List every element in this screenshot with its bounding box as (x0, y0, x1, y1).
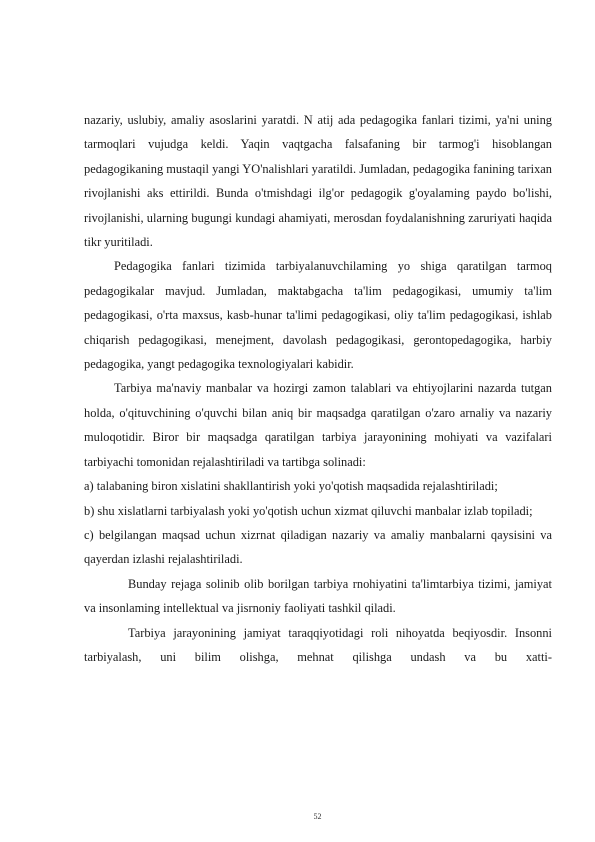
document-page (84, 108, 552, 669)
paragraph-2: Pedagogika fanlari tizimida tarbiyalanuvchilaming yo shiga qaratilgan tarmoq pedagogikalar mavjud. Jumladan, maktabgacha ta'lim pedagogikasi, umumiy ta'lim pedagogikasi, o'rta maxsus, kasb-hunar ta'limi pedagogikasi, oliy ta'lim pedagogikasi, ishlab chiqarish pedagogikasi, menejment, davolash pedagogikasi, gerontopedagogika, harbiy pedagogika, yangt pedagogika texnologiyalari kabidir. (84, 259, 552, 372)
list-item-a: a) talabaning biron xislatini shakllantirish yoki yo'qotish maqsadida rejalashtiriladi; (84, 479, 498, 494)
paragraph-5: Tarbiya jarayonining jamiyat taraqqiyotidagi roli nihoyatda beqiyosdir. Insonni tarbiyalash, uni bilim olishga, mehnat qilishga undash va bu xatti- (84, 625, 552, 664)
list-item-b: b) shu xislatlarni tarbiyalash yoki yo'qotish uchun xizmat qiluvchi manbalar izlab topiladi; (84, 503, 533, 518)
list-item-c: c) belgilangan maqsad uchun xizrnat qiladigan nazariy va amaliy manbalarni qaysisini va qayerdan izlashi rejalashtiriladi. (84, 527, 552, 567)
page-number: 52 (313, 812, 322, 821)
paragraph-3: Tarbiya ma'naviy manbalar va hozirgi zamon talablari va ehtiyojlarini nazarda tutgan holda, o'qituvchining o'quvchi bilan aniq bir maqsadga qaratilgan o'zaro arnaliy va nazariy muloqotidir. Biror bir maqsadga qaratilgan tarbiya jarayonining mohiyati va vazifalari tarbiyachi tomonidan rejalashtiriladi va tartibga solinadi: (84, 381, 552, 469)
paragraph-4: Bunday rejaga solinib olib borilgan tarbiya rnohiyatini ta'limtarbiya tizimi, jamiyat va insonlaming intellektual va jisrnoniy faoliyati tashkil qiladi. (84, 576, 552, 616)
paragraph-1: nazariy, uslubiy, amaliy asoslarini yaratdi. N atij ada pedagogika fanlari tizimi, ya'ni uning tarmoqlari vujudga keldi. Yaqin vaqtgacha falsafaning bir tarmog'i hisoblangan pedagogikaning mustaqil yangi YO'nalishlari yaratildi. Jumladan, pedagogika fanining tarixan rivojlanishi aks ettirildi. Bunda o'tmishdagi ilg'or pedagogik g'oyalaming paydo bo'lishi, rivojlanishi, ularning bugungi kundagi ahamiyati, merosdan foydalanishning zaruriyati haqida tikr yuritiladi. (84, 113, 552, 250)
